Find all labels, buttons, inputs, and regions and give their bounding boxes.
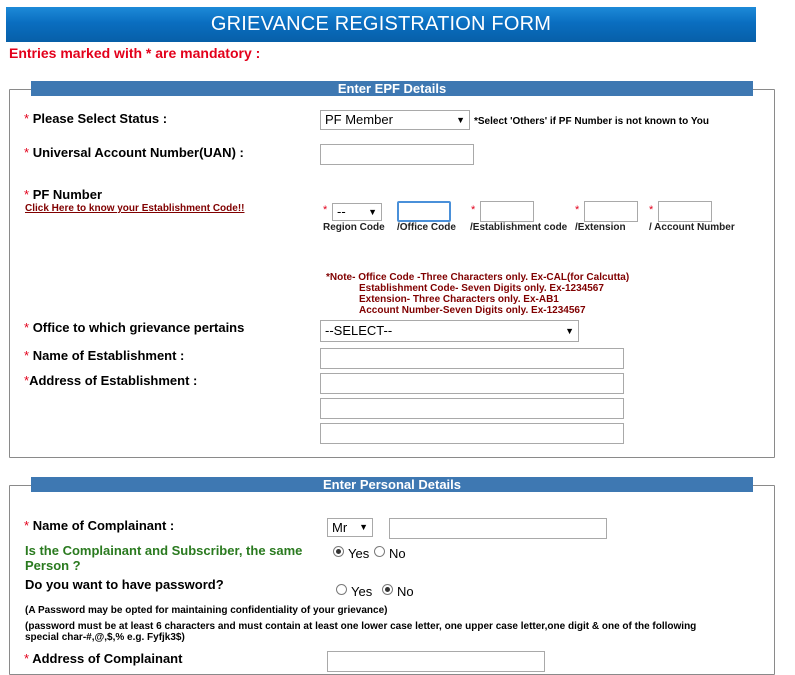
office-code-input[interactable] bbox=[397, 201, 451, 222]
extension-input[interactable] bbox=[584, 201, 638, 222]
account-required-star: * bbox=[649, 204, 654, 216]
same-person-question-line-1: Is the Complainant and Subscriber, the same bbox=[25, 543, 303, 558]
pf-number-label-text: PF Number bbox=[32, 187, 103, 202]
office-select[interactable] bbox=[320, 320, 579, 342]
region-code-select[interactable] bbox=[332, 203, 382, 221]
password-question-label: Do you want to have password? bbox=[25, 577, 224, 592]
password-yes-label: Yes bbox=[351, 584, 373, 599]
form-title: GRIEVANCE REGISTRATION FORM bbox=[6, 7, 756, 42]
extension-required-star: * bbox=[575, 204, 580, 216]
establishment-code-input[interactable] bbox=[480, 201, 534, 222]
same-person-no-label: No bbox=[389, 546, 406, 561]
status-label bbox=[24, 111, 167, 126]
status-hint: *Select 'Others' if PF Number is not known to You bbox=[474, 116, 709, 127]
office-select-value: --SELECT-- bbox=[325, 323, 393, 338]
office-code-label: /Office Code bbox=[397, 222, 456, 233]
same-person-question bbox=[25, 543, 302, 573]
pf-note-line-2: Establishment Code- Seven Digits only. Ex-1234567 bbox=[359, 283, 604, 294]
establishment-name-label-text: Name of Establishment : bbox=[32, 348, 185, 363]
chevron-down-icon: ▼ bbox=[368, 207, 377, 217]
uan-label bbox=[24, 145, 244, 160]
pf-number-label bbox=[24, 187, 102, 202]
pf-note-line-4: Account Number-Seven Digits only. Ex-1234567 bbox=[359, 305, 586, 316]
required-star: * bbox=[24, 348, 30, 363]
uan-label-text: Universal Account Number(UAN) : bbox=[32, 145, 244, 160]
complainant-name-input[interactable] bbox=[389, 518, 607, 539]
status-label-text: Please Select Status : bbox=[32, 111, 168, 126]
establishment-name-input[interactable] bbox=[320, 348, 624, 369]
status-select-value: PF Member bbox=[325, 112, 393, 127]
account-number-input[interactable] bbox=[658, 201, 712, 222]
chevron-down-icon: ▼ bbox=[359, 522, 368, 532]
password-note: (A Password may be opted for maintaining confidentiality of your grievance) bbox=[25, 605, 388, 616]
account-number-label: / Account Number bbox=[649, 222, 735, 233]
establishment-required-star: * bbox=[471, 204, 476, 216]
status-select[interactable] bbox=[320, 110, 470, 130]
same-person-no-radio[interactable] bbox=[374, 546, 385, 557]
complainant-name-label-text: Name of Complainant : bbox=[32, 518, 175, 533]
pf-note-line-1: *Note- Office Code -Three Characters only. Ex-CAL(for Calcutta) bbox=[326, 272, 630, 283]
establishment-code-label: /Establishment code bbox=[470, 222, 568, 233]
required-star: * bbox=[24, 320, 30, 335]
same-person-yes-radio[interactable] bbox=[333, 546, 344, 557]
password-rules-line-1: (password must be at least 6 characters and must contain at least one lower case letter, one upper case letter,one digit & one of the following bbox=[25, 621, 697, 632]
chevron-down-icon: ▼ bbox=[565, 326, 574, 336]
password-yes-radio[interactable] bbox=[336, 584, 347, 595]
password-no-label: No bbox=[397, 584, 414, 599]
uan-input[interactable] bbox=[320, 144, 474, 165]
complainant-address-label bbox=[24, 651, 182, 666]
establishment-name-label bbox=[24, 348, 184, 363]
pf-note-line-3: Extension- Three Characters only. Ex-AB1 bbox=[359, 294, 559, 305]
same-person-question-line-2: Person ? bbox=[25, 558, 81, 573]
complainant-name-label bbox=[24, 518, 174, 533]
establishment-address-label-text: Address of Establishment : bbox=[29, 373, 198, 388]
password-no-radio[interactable] bbox=[382, 584, 393, 595]
establishment-address-label bbox=[24, 373, 197, 388]
epf-details-legend: Enter EPF Details bbox=[31, 81, 753, 96]
complainant-address-label-text: Address of Complainant bbox=[32, 651, 183, 666]
complainant-title-value: Mr bbox=[332, 520, 348, 535]
office-label-text: Office to which grievance pertains bbox=[32, 320, 245, 335]
region-code-label: Region Code bbox=[323, 222, 385, 233]
chevron-down-icon: ▼ bbox=[456, 115, 465, 125]
personal-details-legend: Enter Personal Details bbox=[31, 477, 753, 492]
extension-label: /Extension bbox=[575, 222, 626, 233]
establishment-address-line-1[interactable] bbox=[320, 373, 624, 394]
region-required-star: * bbox=[323, 204, 328, 216]
establishment-address-line-2[interactable] bbox=[320, 398, 624, 419]
complainant-title-select[interactable] bbox=[327, 518, 373, 537]
required-star: * bbox=[24, 111, 30, 126]
region-code-value: -- bbox=[337, 204, 346, 219]
establishment-address-line-3[interactable] bbox=[320, 423, 624, 444]
same-person-yes-label: Yes bbox=[348, 546, 370, 561]
password-rules-line-2: special char-#,@,$,% e.g. Fyfjk3$) bbox=[25, 632, 185, 643]
required-star: * bbox=[24, 518, 30, 533]
office-label bbox=[24, 320, 244, 335]
required-star: * bbox=[24, 145, 30, 160]
mandatory-note: Entries marked with * are mandatory : bbox=[9, 45, 261, 61]
required-star: * bbox=[24, 187, 30, 202]
required-star: * bbox=[24, 373, 30, 388]
establishment-code-link[interactable]: Click Here to know your Establishment Code!! bbox=[25, 203, 245, 214]
required-star: * bbox=[24, 651, 30, 666]
